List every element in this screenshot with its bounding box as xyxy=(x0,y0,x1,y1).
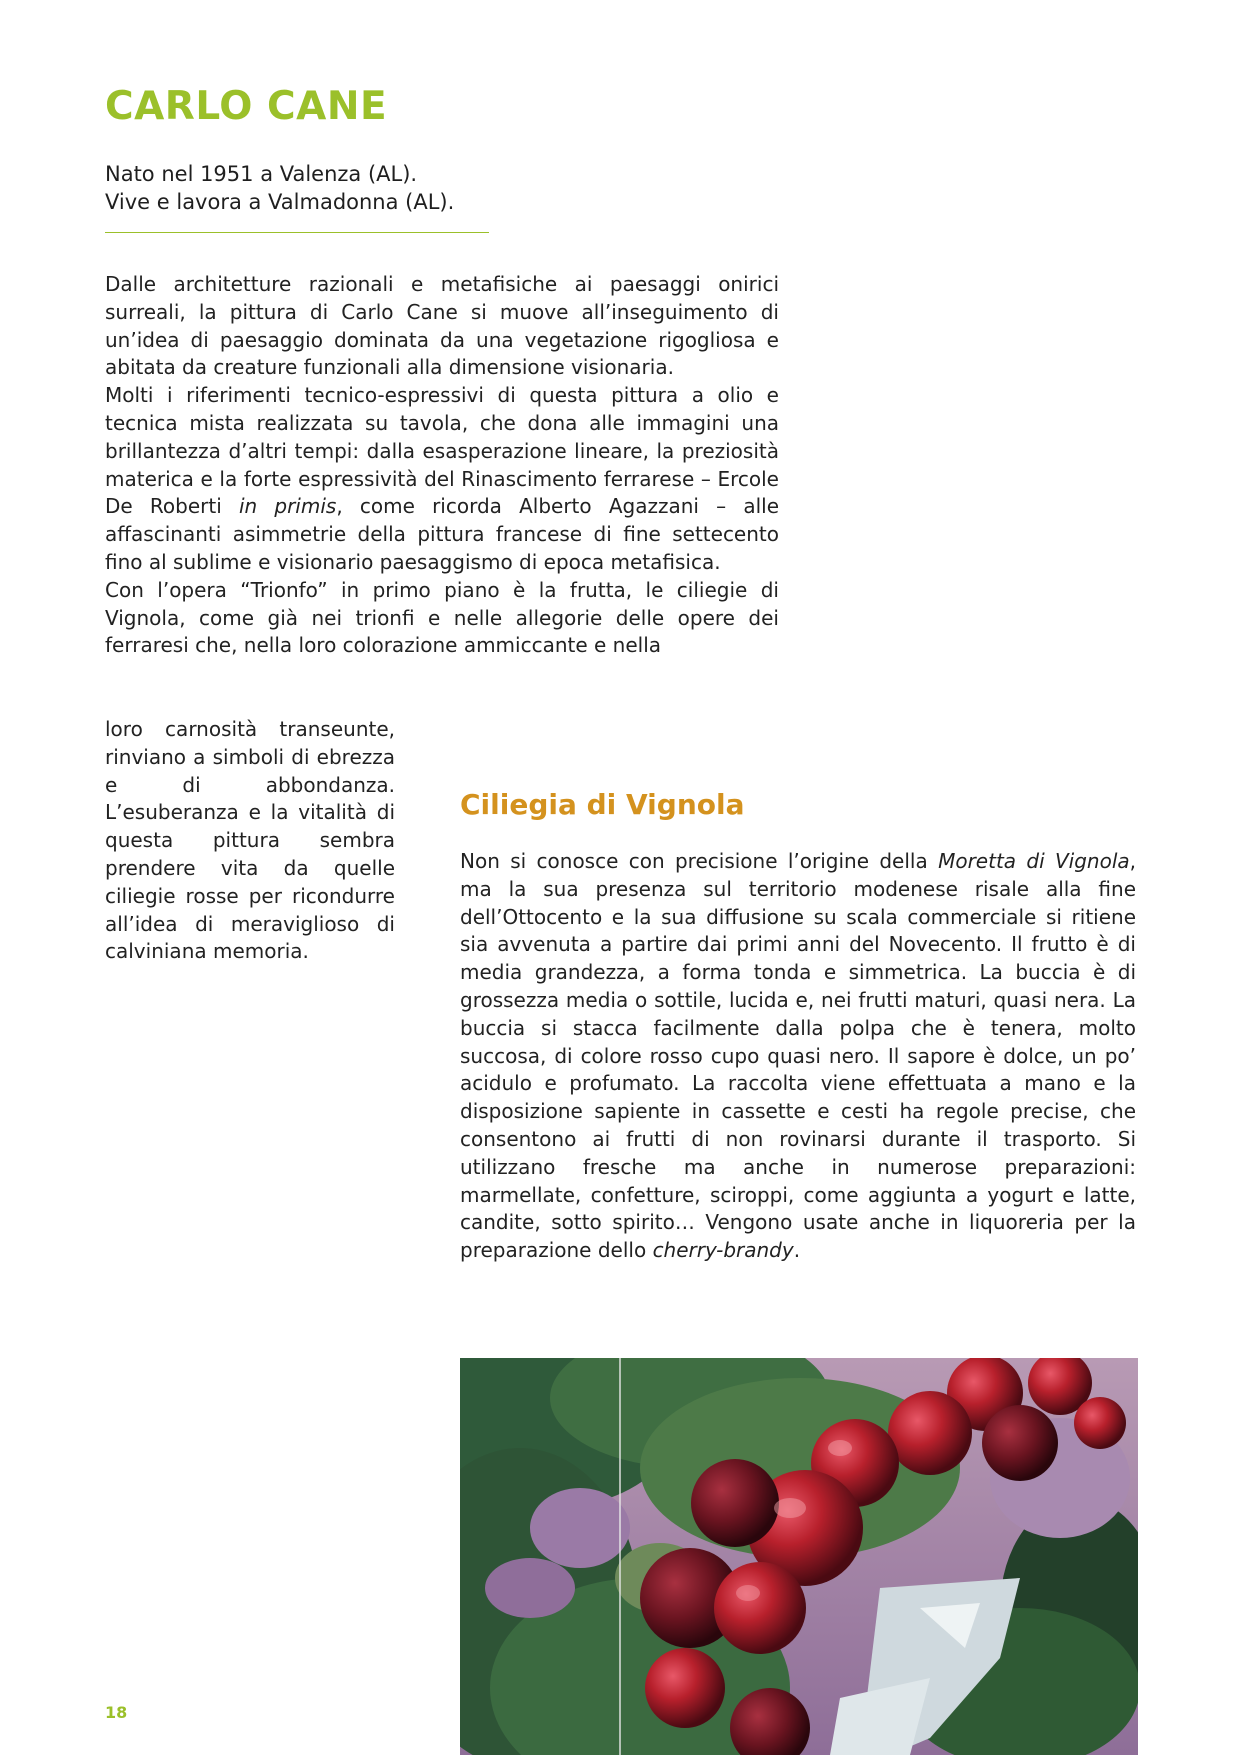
cherry-paragraph: Non si conosce con precisione l’origine della Moretta di Vignola, ma la sua presenza sul territorio modenese risale alla fine dell’Ottocento e la sua diffusione su scala commerciale si ritiene sia avvenuta a partire dai primi anni del Novecento. Il frutto è di media grandezza, a forma tonda e simmetrica. La buccia è di grossezza media o sottile, lucida e, nei frutti maturi, quasi nera. La buccia si stacca facilmente dalla polpa che è tenera, molto succosa, di colore rosso cupo quasi nero. Il sapore è dolce, un po’ acidulo e profumato. La raccolta viene effettuata a mano e la disposizione sapiente in cassette e cesti ha regole precise, che consentono ai frutti di non rovinarsi durante il trasporto. Si utilizzano fresche ma anche in numerose preparazioni: marmellate, confetture, sciroppi, come aggiunta a yogurt e latte, candite, sotto spirito… Vengono usate anche in liquoreria per la preparazione dello cherry-brandy. xyxy=(460,849,1136,1263)
section-title: Ciliegia di Vignola xyxy=(460,788,745,821)
emphasis: Moretta di Vignola xyxy=(938,849,1130,873)
artist-bio xyxy=(105,160,505,216)
emphasis: in primis xyxy=(238,494,337,519)
page-title: CARLO CANE xyxy=(105,84,388,129)
divider xyxy=(105,232,489,233)
cherry-description xyxy=(460,848,1136,1265)
article-body xyxy=(105,271,779,660)
article-paragraph: Molti i riferimenti tecnico-espressivi di questa pittura a olio e tecnica mista realizzata su tavola, che dona alle immagini una brillantezza d’altri tempi: dalla esasperazione lineare, la preziosità materica e la forte espressività del Rinascimento ferrarese – Ercole De Roberti in primis, come ricorda Alberto Agazzani – alle affascinanti asimmetrie della pittura francese di fine settecento fino al sublime e visionario paesaggismo di epoca metafisica. xyxy=(105,383,779,574)
article-body-narrow xyxy=(105,716,395,966)
article-paragraph-continued: loro carnosità transeunte, rinviano a simboli di ebrezza e di abbondanza. L’esuberanza e la vitalità di questa pittura sembra prendere vita da quelle ciliegie rosse per ricondurre all’idea di meraviglioso di calviniana memoria. xyxy=(105,717,395,964)
page-number: 18 xyxy=(105,1703,128,1722)
cherry-painting-illustration xyxy=(460,1358,1138,1755)
article-paragraph: Con l’opera “Trionfo” in primo piano è la frutta, le ciliegie di Vignola, come già nei trionfi e nelle allegorie delle opere dei ferraresi che, nella loro colorazione ammiccante e nella xyxy=(105,577,779,658)
bio-birth: Nato nel 1951 a Valenza (AL). xyxy=(105,162,418,186)
article-paragraph: Dalle architetture razionali e metafisiche ai paesaggi onirici surreali, la pittura di Carlo Cane si muove all’inseguimento di un’idea di paesaggio dominata da una vegetazione rigogliosa e abitata da creature funzionali alla dimensione visionaria. xyxy=(105,272,779,380)
emphasis: cherry-brandy xyxy=(652,1238,794,1263)
bio-residence: Vive e lavora a Valmadonna (AL). xyxy=(105,190,455,214)
painting-image xyxy=(460,1358,1138,1755)
